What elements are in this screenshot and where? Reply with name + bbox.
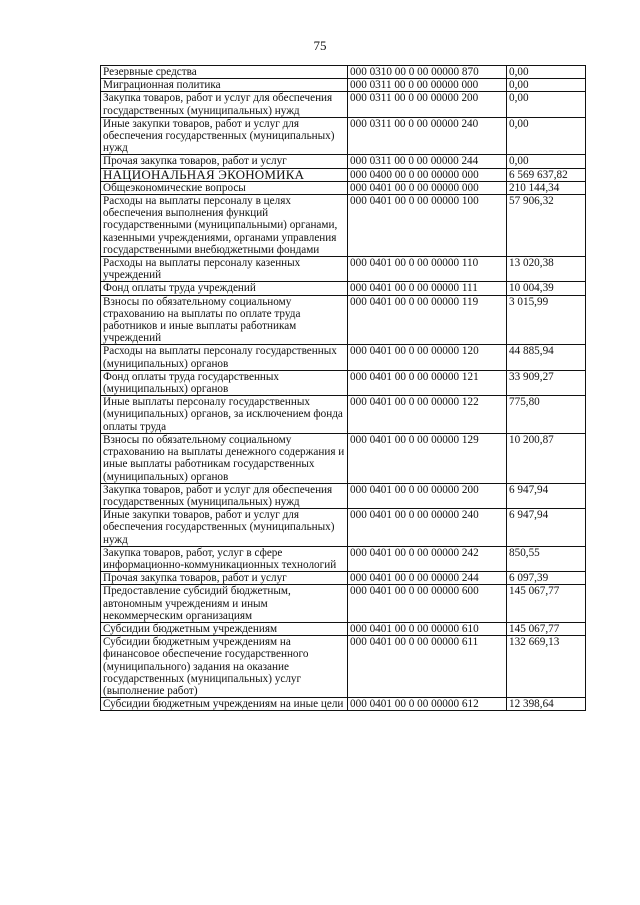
row-value-cell: 10 200,87 bbox=[507, 433, 586, 483]
row-code-cell: 000 0311 00 0 00 00000 200 bbox=[348, 92, 507, 117]
row-code-cell: 000 0401 00 0 00 00000 119 bbox=[348, 295, 507, 345]
row-code-cell: 000 0401 00 0 00 00000 129 bbox=[348, 433, 507, 483]
row-name-cell: Закупка товаров, работ, услуг в сфере информационно-коммуникационных технологий bbox=[101, 546, 348, 571]
table-row bbox=[101, 66, 586, 79]
table-row bbox=[101, 396, 586, 434]
row-value-cell: 0,00 bbox=[507, 66, 586, 79]
row-value-cell: 6 097,39 bbox=[507, 572, 586, 585]
row-name-cell: Иные закупки товаров, работ и услуг для обеспечения государственных (муниципальных) нужд bbox=[101, 509, 348, 547]
row-code-cell: 000 0401 00 0 00 00000 122 bbox=[348, 396, 507, 434]
row-name-cell: Субсидии бюджетным учреждениям bbox=[101, 622, 348, 635]
row-value-cell: 12 398,64 bbox=[507, 698, 586, 711]
row-value-cell: 6 569 637,82 bbox=[507, 168, 586, 181]
row-name-cell: Иные выплаты персоналу государственных (муниципальных) органов, за исключением фонда оплаты труда bbox=[101, 396, 348, 434]
page-number: 75 bbox=[313, 38, 327, 53]
row-value-cell: 33 909,27 bbox=[507, 370, 586, 395]
table-row bbox=[101, 509, 586, 547]
row-code-cell: 000 0401 00 0 00 00000 242 bbox=[348, 546, 507, 571]
row-name-cell: Фонд оплаты труда учреждений bbox=[101, 282, 348, 295]
row-name-cell: Закупка товаров, работ и услуг для обеспечения государственных (муниципальных) нужд bbox=[101, 92, 348, 117]
row-name-cell: Миграционная политика bbox=[101, 79, 348, 92]
row-value-cell: 6 947,94 bbox=[507, 509, 586, 547]
row-name-cell: НАЦИОНАЛЬНАЯ ЭКОНОМИКА bbox=[101, 168, 348, 181]
table-row bbox=[101, 433, 586, 483]
row-name-cell: Расходы на выплаты персоналу казенных учреждений bbox=[101, 257, 348, 282]
row-value-cell: 0,00 bbox=[507, 92, 586, 117]
table-row bbox=[101, 370, 586, 395]
table-row bbox=[101, 622, 586, 635]
row-value-cell: 3 015,99 bbox=[507, 295, 586, 345]
row-code-cell: 000 0311 00 0 00 00000 000 bbox=[348, 79, 507, 92]
table-row bbox=[101, 79, 586, 92]
table-row bbox=[101, 546, 586, 571]
row-name-cell: Расходы на выплаты персоналу государственных (муниципальных) органов bbox=[101, 345, 348, 370]
table-row bbox=[101, 117, 586, 155]
row-code-cell: 000 0311 00 0 00 00000 244 bbox=[348, 155, 507, 168]
row-value-cell: 57 906,32 bbox=[507, 195, 586, 257]
row-code-cell: 000 0401 00 0 00 00000 612 bbox=[348, 698, 507, 711]
row-name-cell: Расходы на выплаты персоналу в целях обеспечения выполнения функций государственными (муниципальными) органами, казенными учреждениями, органами управления государственными внебюджетными фондами bbox=[101, 195, 348, 257]
row-value-cell: 145 067,77 bbox=[507, 585, 586, 623]
row-name-cell: Иные закупки товаров, работ и услуг для обеспечения государственных (муниципальных) нужд bbox=[101, 117, 348, 155]
row-value-cell: 0,00 bbox=[507, 79, 586, 92]
row-value-cell: 0,00 bbox=[507, 155, 586, 168]
row-name-cell: Предоставление субсидий бюджетным, автономным учреждениям и иным некоммерческим организациям bbox=[101, 585, 348, 623]
row-code-cell: 000 0401 00 0 00 00000 121 bbox=[348, 370, 507, 395]
table-row bbox=[101, 282, 586, 295]
row-name-cell: Прочая закупка товаров, работ и услуг bbox=[101, 155, 348, 168]
table-row bbox=[101, 168, 586, 181]
row-code-cell: 000 0401 00 0 00 00000 110 bbox=[348, 257, 507, 282]
row-value-cell: 10 004,39 bbox=[507, 282, 586, 295]
row-code-cell: 000 0401 00 0 00 00000 244 bbox=[348, 572, 507, 585]
row-code-cell: 000 0310 00 0 00 00000 870 bbox=[348, 66, 507, 79]
row-name-cell: Прочая закупка товаров, работ и услуг bbox=[101, 572, 348, 585]
table-row bbox=[101, 483, 586, 508]
row-value-cell: 0,00 bbox=[507, 117, 586, 155]
table-row bbox=[101, 181, 586, 194]
row-code-cell: 000 0401 00 0 00 00000 120 bbox=[348, 345, 507, 370]
row-name-cell: Фонд оплаты труда государственных (муниципальных) органов bbox=[101, 370, 348, 395]
row-name-cell: Общеэкономические вопросы bbox=[101, 181, 348, 194]
table-row bbox=[101, 92, 586, 117]
table-row bbox=[101, 572, 586, 585]
row-code-cell: 000 0401 00 0 00 00000 600 bbox=[348, 585, 507, 623]
row-name-cell: Взносы по обязательному социальному страхованию на выплаты по оплате труда работников и иные выплаты работникам учреждений bbox=[101, 295, 348, 345]
table-row bbox=[101, 636, 586, 698]
row-name-cell: Субсидии бюджетным учреждениям на иные цели bbox=[101, 698, 348, 711]
table-row bbox=[101, 295, 586, 345]
table-row bbox=[101, 585, 586, 623]
row-code-cell: 000 0401 00 0 00 00000 610 bbox=[348, 622, 507, 635]
row-name-cell: Закупка товаров, работ и услуг для обеспечения государственных (муниципальных) нужд bbox=[101, 483, 348, 508]
row-code-cell: 000 0401 00 0 00 00000 111 bbox=[348, 282, 507, 295]
row-code-cell: 000 0401 00 0 00 00000 000 bbox=[348, 181, 507, 194]
table-row bbox=[101, 698, 586, 711]
row-value-cell: 6 947,94 bbox=[507, 483, 586, 508]
row-value-cell: 13 020,38 bbox=[507, 257, 586, 282]
row-code-cell: 000 0311 00 0 00 00000 240 bbox=[348, 117, 507, 155]
table-row bbox=[101, 345, 586, 370]
table-row bbox=[101, 257, 586, 282]
row-value-cell: 145 067,77 bbox=[507, 622, 586, 635]
row-code-cell: 000 0401 00 0 00 00000 611 bbox=[348, 636, 507, 698]
budget-table bbox=[100, 65, 586, 711]
row-value-cell: 210 144,34 bbox=[507, 181, 586, 194]
row-code-cell: 000 0401 00 0 00 00000 100 bbox=[348, 195, 507, 257]
row-name-cell: Субсидии бюджетным учреждениям на финансовое обеспечение государственного (муниципального) задания на оказание государственных (муниципальных) услуг (выполнение работ) bbox=[101, 636, 348, 698]
row-value-cell: 775,80 bbox=[507, 396, 586, 434]
row-code-cell: 000 0401 00 0 00 00000 200 bbox=[348, 483, 507, 508]
row-value-cell: 850,55 bbox=[507, 546, 586, 571]
row-code-cell: 000 0400 00 0 00 00000 000 bbox=[348, 168, 507, 181]
table-row bbox=[101, 195, 586, 257]
row-name-cell: Взносы по обязательному социальному страхованию на выплаты денежного содержания и иные выплаты работникам государственных (муниципальных) органов bbox=[101, 433, 348, 483]
row-value-cell: 132 669,13 bbox=[507, 636, 586, 698]
row-value-cell: 44 885,94 bbox=[507, 345, 586, 370]
budget-table-body bbox=[101, 66, 586, 711]
row-code-cell: 000 0401 00 0 00 00000 240 bbox=[348, 509, 507, 547]
row-name-cell: Резервные средства bbox=[101, 66, 348, 79]
